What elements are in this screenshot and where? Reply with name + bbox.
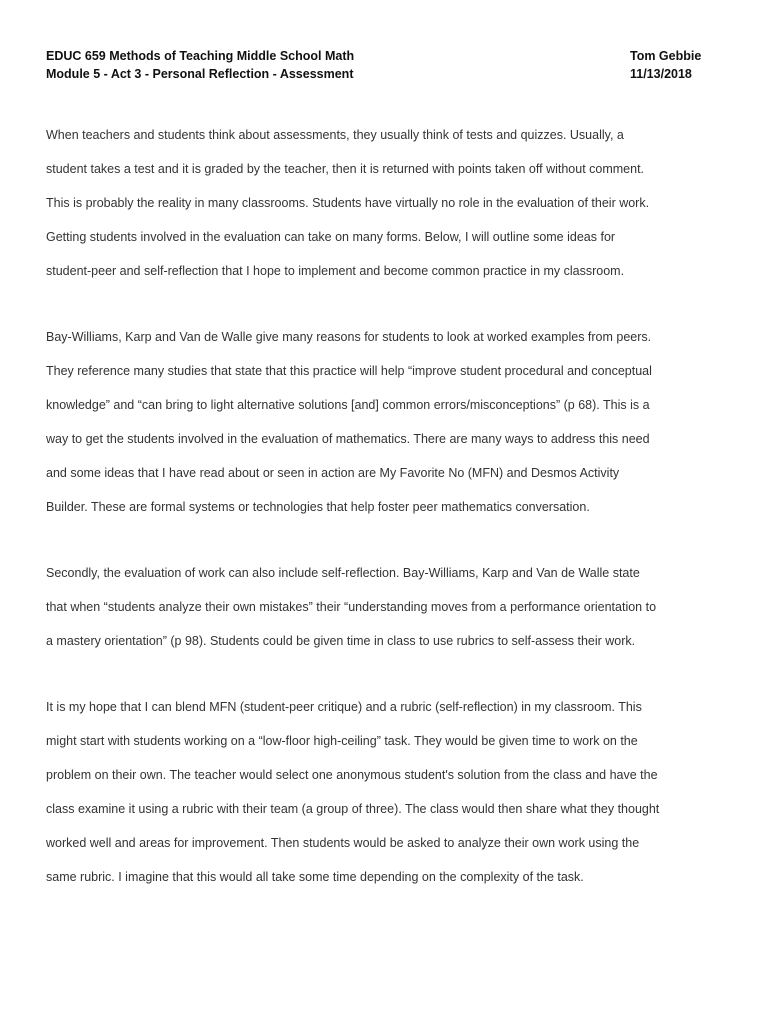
paragraph-1	[46, 118, 726, 288]
paragraph-4	[46, 690, 726, 894]
course-title: EDUC 659 Methods of Teaching Middle School Math	[46, 49, 355, 63]
header-row-1	[46, 47, 716, 65]
text-line: problem on their own. The teacher would select one anonymous student's solution from the class and have the	[46, 768, 658, 782]
header-row-2	[46, 65, 716, 83]
text-line: way to get the students involved in the evaluation of mathematics. There are many ways to address this need	[46, 432, 650, 446]
author-name: Tom Gebbie	[630, 49, 702, 63]
text-line: a mastery orientation” (p 98). Students could be given time in class to use rubrics to self-assess their work.	[46, 634, 636, 648]
text-line: It is my hope that I can blend MFN (student-peer critique) and a rubric (self-reflection) in my classroom. This	[46, 700, 642, 714]
document-date: 11/13/2018	[630, 67, 692, 81]
document-body	[46, 118, 726, 926]
text-line: This is probably the reality in many classrooms. Students have virtually no role in the evaluation of their work.	[46, 196, 650, 210]
text-line: knowledge” and “can bring to light alternative solutions [and] common errors/misconceptions” (p 68). This is a	[46, 398, 650, 412]
document-header	[46, 47, 716, 83]
text-line: worked well and areas for improvement. Then students would be asked to analyze their own work using the	[46, 836, 640, 850]
text-line: Builder. These are formal systems or technologies that help foster peer mathematics conversation.	[46, 500, 590, 514]
text-line: class examine it using a rubric with their team (a group of three). The class would then share what they thought	[46, 802, 660, 816]
text-line: student takes a test and it is graded by the teacher, then it is returned with points taken off without comment.	[46, 162, 645, 176]
text-line: When teachers and students think about assessments, they usually think of tests and quizzes. Usually, a	[46, 128, 624, 142]
paragraph-3	[46, 556, 726, 658]
text-line: Secondly, the evaluation of work can also include self-reflection. Bay-Williams, Karp and Van de Walle state	[46, 566, 640, 580]
text-line: student-peer and self-reflection that I hope to implement and become common practice in my classroom.	[46, 264, 625, 278]
text-line: Getting students involved in the evaluation can take on many forms. Below, I will outline some ideas for	[46, 230, 616, 244]
assignment-title: Module 5 - Act 3 - Personal Reflection - Assessment	[46, 67, 354, 81]
text-line: They reference many studies that state that this practice will help “improve student procedural and conceptual	[46, 364, 652, 378]
paragraph-2	[46, 320, 726, 524]
text-line: same rubric. I imagine that this would all take some time depending on the complexity of the task.	[46, 870, 584, 884]
text-line: and some ideas that I have read about or seen in action are My Favorite No (MFN) and Desmos Activity	[46, 466, 620, 480]
text-line: Bay-Williams, Karp and Van de Walle give many reasons for students to look at worked examples from peers.	[46, 330, 652, 344]
text-line: that when “students analyze their own mistakes” their “understanding moves from a performance orientation to	[46, 600, 657, 614]
text-line: might start with students working on a “low-floor high-ceiling” task. They would be given time to work on the	[46, 734, 638, 748]
